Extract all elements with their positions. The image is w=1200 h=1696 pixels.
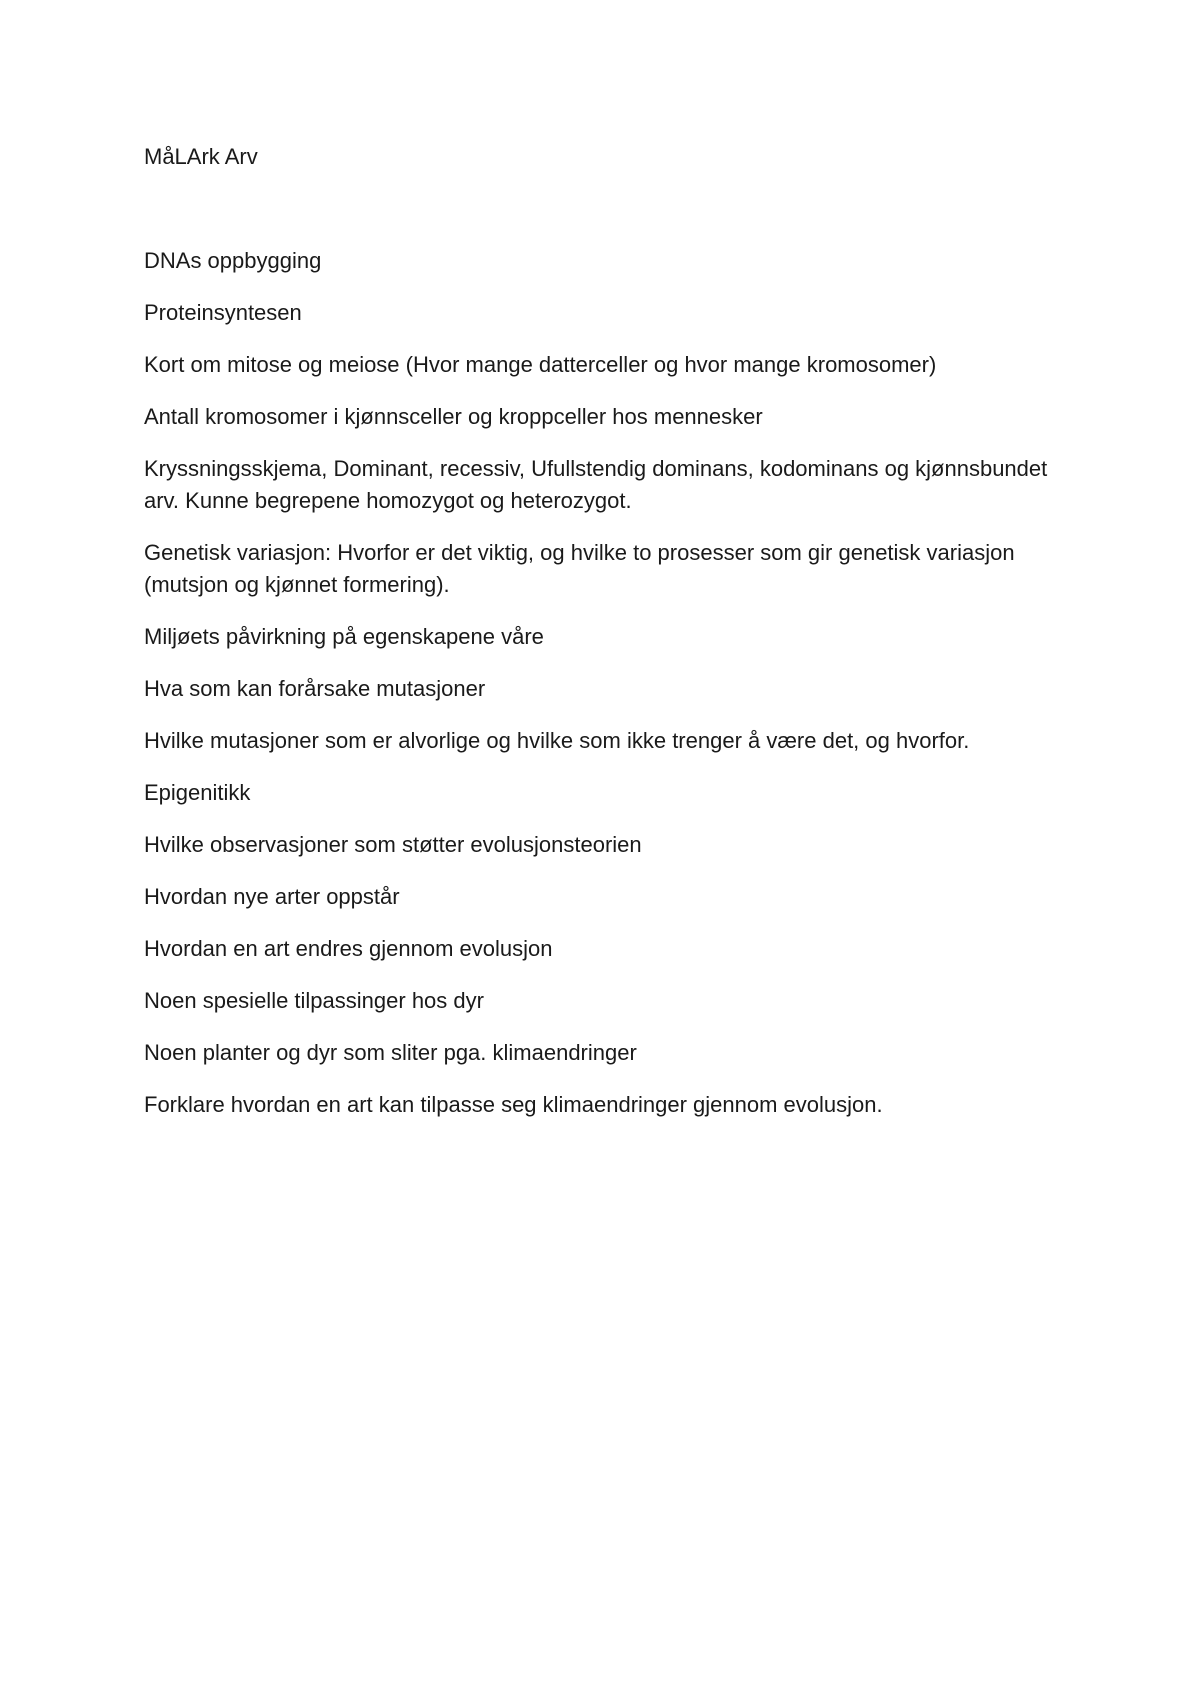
topic-item: Noen spesielle tilpassinger hos dyr [144,988,484,1013]
topic-item: Hva som kan forårsake mutasjoner [144,676,486,701]
topic-item: Hvilke observasjoner som støtter evolusjonsteorien [144,832,642,857]
topic-item: DNAs oppbygging [144,248,322,273]
topic-item: Kryssningsskjema, Dominant, recessiv, Ufullstendig dominans, kodominans og kjønnsbundet arv. Kunne begrepene homozygot og heterozygot. [144,456,1048,513]
topic-item: Genetisk variasjon: Hvorfor er det viktig, og hvilke to prosesser som gir genetisk variasjon (mutsjon og kjønnet formering). [144,540,1015,597]
topic-item: Noen planter og dyr som sliter pga. klimaendringer [144,1040,637,1065]
topic-item: Hvilke mutasjoner som er alvorlige og hvilke som ikke trenger å være det, og hvorfor. [144,728,970,753]
document-content [144,141,1074,1141]
topic-item: Hvordan nye arter oppstår [144,884,400,909]
topic-item: Antall kromosomer i kjønnsceller og kroppceller hos mennesker [144,404,763,429]
topic-list [144,245,1074,1121]
topic-item: Miljøets påvirkning på egenskapene våre [144,624,544,649]
topic-item: Hvordan en art endres gjennom evolusjon [144,936,553,961]
topic-item: Kort om mitose og meiose (Hvor mange datterceller og hvor mange kromosomer) [144,352,937,377]
topic-item: Epigenitikk [144,780,251,805]
topic-item: Proteinsyntesen [144,300,302,325]
document-title: MåLArk Arv [144,144,258,169]
topic-item: Forklare hvordan en art kan tilpasse seg klimaendringer gjennom evolusjon. [144,1092,883,1117]
